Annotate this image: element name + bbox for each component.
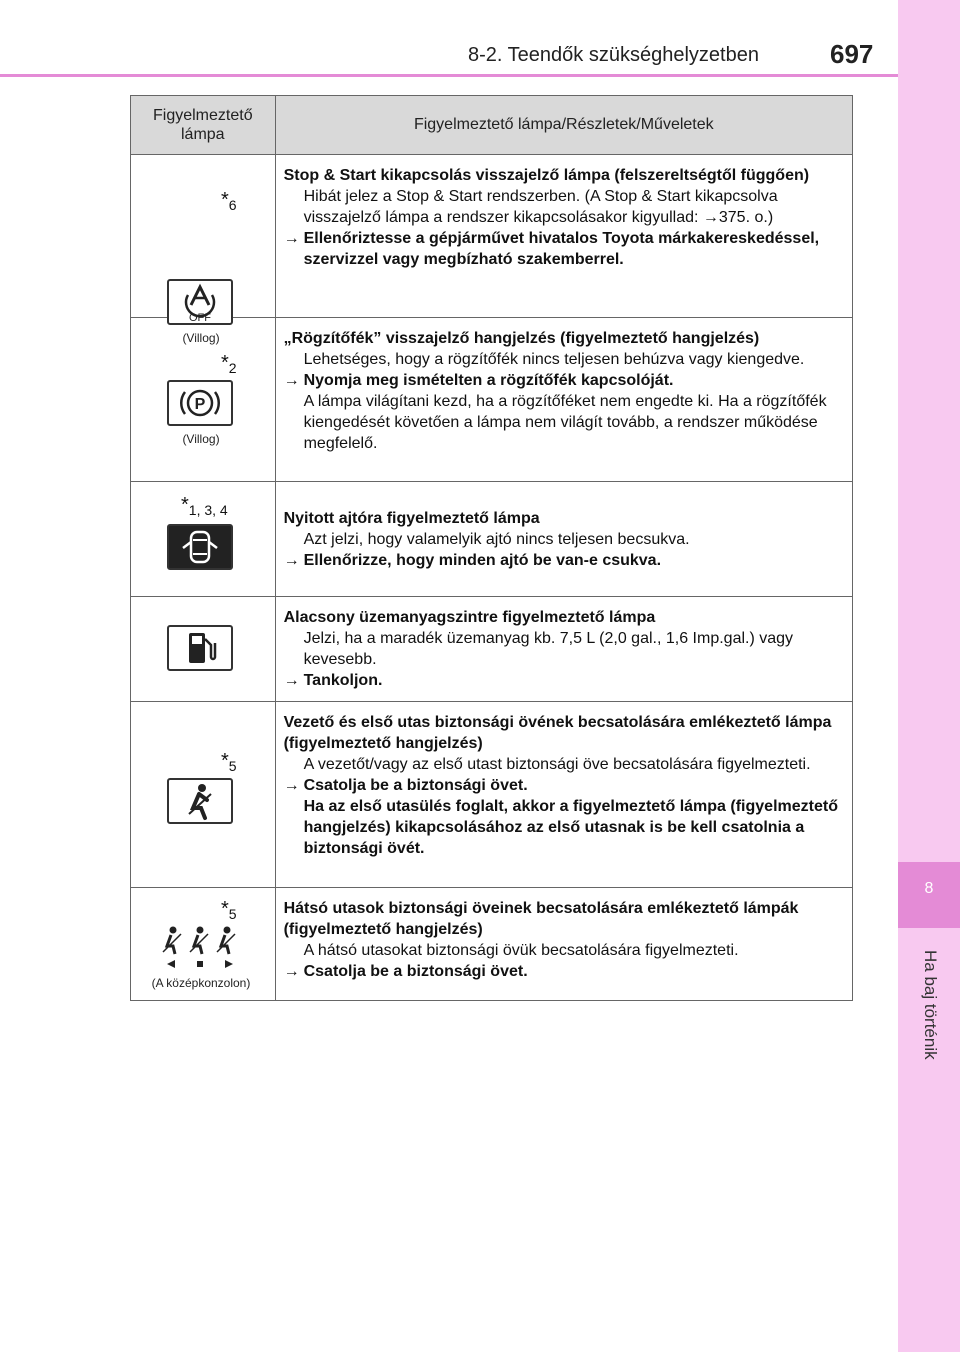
footnote-marker: *2 — [221, 352, 237, 376]
section-title: 8-2. Teendők szükséghelyzetben — [468, 44, 759, 66]
lamp-description: Azt jelzi, hogy valamelyik ajtó nincs teljesen becsukva. — [303, 530, 690, 548]
details-cell — [275, 597, 852, 702]
lamp-action: → Ellenőrizze, hogy minden ajtó be van-e csukva. — [283, 551, 662, 569]
footnote-marker: *5 — [221, 750, 237, 774]
lamp-cell — [131, 888, 276, 1001]
lamp-cell — [131, 482, 276, 597]
header-col-lamp: Figyelmeztető lámpa — [131, 96, 276, 155]
details-cell — [275, 888, 852, 1001]
table-row — [131, 155, 853, 318]
lamp-title: „Rögzítőfék” visszajelző hangjelzés (figyelmeztető hangjelzés) — [283, 330, 760, 347]
footnote-marker: *1, 3, 4 — [181, 494, 228, 518]
lamp-description: Lehetséges, hogy a rögzítőfék nincs teljesen behúzva vagy kiengedve. — [303, 351, 805, 368]
table-row — [131, 597, 853, 702]
seatbelt-icon — [167, 778, 233, 824]
rear-seatbelts-icon — [155, 924, 245, 970]
table-row — [131, 318, 853, 482]
lamp-description: Jelzi, ha a maradék üzemanyag kb. 7,5 L (2,0 gal., 1,6 Imp.gal.) vagy kevesebb. — [303, 630, 794, 668]
header-col-details: Figyelmeztető lámpa/Részletek/Műveletek — [275, 96, 852, 155]
lamp-description: A hátsó utasokat biztonsági övük becsatolására figyelmezteti. — [303, 942, 739, 959]
chapter-side-tab — [898, 0, 960, 1352]
lamp-caption: (Villog) — [182, 432, 220, 446]
table-row — [131, 482, 853, 597]
svg-text:P: P — [194, 396, 206, 413]
header-rule — [0, 74, 898, 77]
details-cell — [275, 155, 852, 318]
details-cell — [275, 482, 852, 597]
door-open-icon — [167, 524, 233, 570]
lamp-cell — [131, 155, 276, 345]
lamp-caption: (Villog) — [182, 331, 220, 345]
lamp-cell — [131, 597, 276, 702]
lamp-caption: (A középkonzolon) — [151, 976, 251, 990]
svg-text:OFF: OFF — [189, 312, 211, 323]
chapter-number: 8 — [924, 880, 934, 897]
footnote-marker: *5 — [221, 898, 237, 922]
chapter-label: Ha baj történik — [921, 950, 940, 1060]
lamp-title: Nyitott ajtóra figyelmeztető lámpa — [283, 509, 540, 527]
fuel-pump-icon — [167, 625, 233, 671]
lamp-action: → Nyomja meg ismételten a rögzítőfék kapcsolóját. — [283, 372, 674, 389]
lamp-title: Alacsony üzemanyagszintre figyelmeztető lámpa — [283, 609, 656, 626]
lamp-cell — [131, 702, 276, 888]
lamp-action: → Tankoljon. — [283, 672, 383, 689]
lamp-action: → Csatolja be a biztonsági övet. — [283, 963, 528, 980]
lamp-action: → Csatolja be a biztonsági övet. — [283, 777, 528, 794]
lamp-title: Stop & Start kikapcsolás visszajelző lámpa (felszereltségtől függően) — [283, 167, 810, 184]
lamp-cell — [131, 318, 276, 482]
table-row — [131, 888, 853, 1001]
details-cell — [275, 702, 852, 888]
page-number: 697 — [830, 39, 874, 69]
lamp-extra-note: A lámpa világítani kezd, ha a rögzítőféket nem engedte ki. Ha a rögzítőfék kiengedését követően a lámpa nem világít tovább, a rendszer működése megfelelő. — [303, 393, 827, 452]
lamp-title: Vezető és első utas biztonsági övének becsatolására emlékeztető lámpa (figyelmeztető hangjelzés) — [283, 714, 832, 752]
parking-brake-icon — [167, 380, 233, 426]
details-cell — [275, 318, 852, 482]
lamp-action: → Ellenőriztesse a gépjárművet hivatalos Toyota márkakereskedéssel, szervizzel vagy megbízható szakemberrel. — [283, 230, 820, 268]
table-row — [131, 702, 853, 888]
table-header-row — [131, 96, 853, 155]
lamp-description: Hibát jelez a Stop & Start rendszerben. (A Stop & Start kikapcsolva visszajelző lámpa a rendszer kikapcsolásakor kigyullad: →375. o.) — [303, 188, 778, 226]
lamp-extra-note: Ha az első utasülés foglalt, akkor a figyelmeztető lámpa (figyelmeztető hangjelzés) kikapcsolásához az első utasnak is be kell csatolnia a biztonsági övét. — [303, 798, 838, 857]
footnote-marker: *6 — [221, 189, 237, 213]
warning-lights-table — [130, 95, 853, 1001]
lamp-title: Hátsó utasok biztonsági öveinek becsatolására emlékeztető lámpák (figyelmeztető hangjelzés) — [283, 900, 799, 938]
lamp-description: A vezetőt/vagy az első utast biztonsági öve becsatolására figyelmezteti. — [303, 756, 811, 773]
